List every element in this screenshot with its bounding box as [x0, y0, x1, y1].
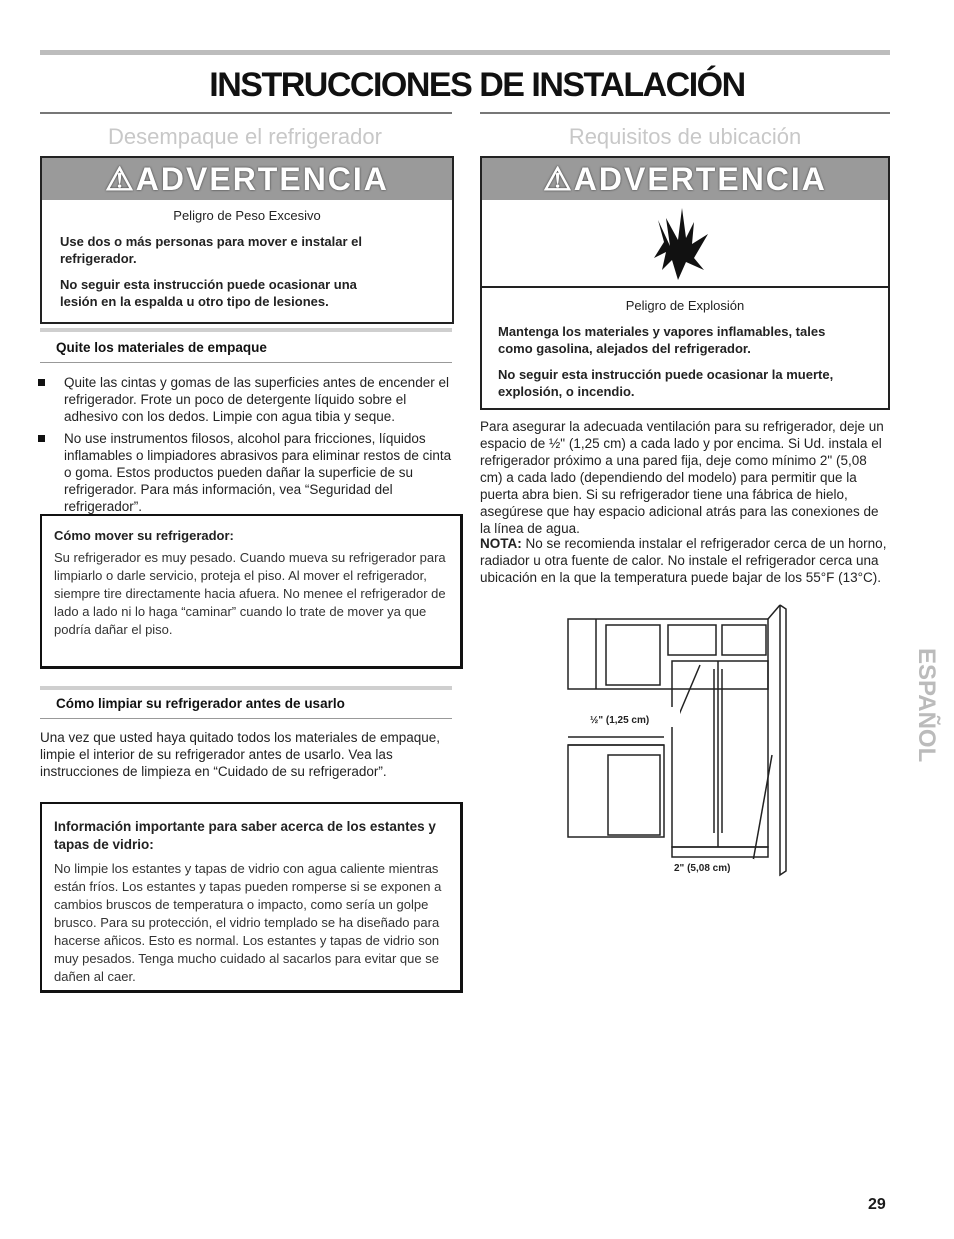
- bullet-square-icon: [38, 379, 45, 386]
- right-section-title: Requisitos de ubicación: [568, 124, 802, 149]
- language-side-tab: [903, 648, 940, 828]
- warning-label: ADVERTENCIA: [573, 161, 827, 197]
- refrigerator-diagram: [568, 605, 800, 875]
- moving-body: Su refrigerador es muy pesado. Cuando mueva su refrigerador para limpiarlo o darle servicio, proteja el piso. Al mover el refrigerador, siempre tire directamente hacia afuera. No menee el refrigerador de lado a lado ni lo haga “caminar” cuando lo trate de mover ya que podría dañar el piso.: [54, 550, 446, 637]
- warning-line1: Use dos o más personas para mover e instalar el refrigerador.: [60, 234, 363, 266]
- bullet-square-icon: [38, 435, 45, 442]
- glass-heading: Información importante para saber acerca de los estantes y tapas de vidrio:: [54, 819, 436, 852]
- svg-text:ESPAÑOL: ESPAÑOL: [913, 648, 940, 763]
- warning-heading: Peligro de Explosión: [625, 298, 745, 313]
- left-header-rule: [40, 112, 452, 114]
- left-section-title: Desempaque el refrigerador: [108, 124, 382, 149]
- warning-band: [42, 158, 452, 200]
- warning-heading: Peligro de Peso Excesivo: [173, 208, 321, 223]
- warning-line2: No seguir esta instrucción puede ocasionar la muerte, explosión, o incendio.: [498, 367, 834, 399]
- glass-shelves-box: [40, 802, 463, 993]
- warning-triangle-icon: ⚠: [105, 161, 136, 197]
- note-paragraph: [480, 535, 892, 586]
- language-tab-text: [903, 648, 940, 828]
- clearance-label-top: ½" (1,25 cm): [590, 715, 650, 726]
- subsection-bar: [40, 328, 452, 332]
- explosion-icon: [482, 200, 888, 286]
- weight-warning-box: [40, 156, 454, 324]
- ventilation-paragraph: Para asegurar la adecuada ventilación para su refrigerador, deje un espacio de ½" (1,25 cm) a cada lado y por encima. Si Ud. instala el refrigerador próximo a una pared fija, deje como mínimo 2" (5,08 cm) a cada lado (dependiendo del modelo) para permitir que la puerta abra bien. Si su refrigerador tiene una fábrica de hielo, asegúrese que hay espacio adicional atrás para las conexiones de la línea de agua.: [480, 419, 884, 536]
- glass-body: No limpie los estantes y tapas de vidrio con agua caliente mientras están fríos. Los estantes y tapas pueden romperse si se exponen a cambios bruscos de temperatura o impacto, como sería un golpe brusco. Para su protección, el vidrio templado se ha diseñado para hacerse añicos. Esto es normal. Los estantes y tapas de vidrio son muy pesados. Tenga mucho cuidado al sacarlos para evitar que se dañen al caer.: [54, 861, 442, 984]
- warning-label: ADVERTENCIA: [135, 161, 389, 197]
- subsection-rule: [40, 362, 452, 363]
- page-number: 29: [868, 1196, 886, 1213]
- warning-triangle-icon: ⚠: [543, 161, 574, 197]
- subsection-title-cleaning: Cómo limpiar su refrigerador antes de usarlo: [56, 696, 345, 711]
- note-text: No se recomienda instalar el refrigerador cerca de un horno, radiador u otra fuente de calor. No instale el refrigerador cerca una ubicación en la que la temperatura puede bajar de los 55°F (13°C).: [480, 536, 887, 585]
- list-item-text: Quite las cintas y gomas de las superficies antes de encender el refrigerador. Frote un poco de detergente líquido sobre el adhesivo con los dedos. Limpie con agua tibia y seque.: [64, 375, 449, 424]
- cleaning-body: Una vez que usted haya quitado todos los materiales de empaque, limpie el interior de su refrigerador antes de usarlo. Vea las instrucciones de limpieza en “Cuidado de su refrigerador”.: [40, 730, 441, 779]
- top-rule: [40, 50, 890, 55]
- subsection-title-packaging: Quite los materiales de empaque: [56, 340, 267, 355]
- moving-info-box: [40, 514, 463, 669]
- list-item-text: No use instrumentos filosos, alcohol para fricciones, líquidos inflamables o limpiadores abrasivos para eliminar restos de cinta o goma. Estos productos pueden dañar la superficie de su refrigerador. Para más información, vea “Seguridad del refrigerador”.: [64, 431, 452, 514]
- explosion-warning-box: [480, 156, 890, 410]
- page-title: INSTRUCCIONES DE INSTALACIÓN: [209, 66, 745, 104]
- warning-line1: Mantenga los materiales y vapores inflamables, tales como gasolina, alejados del refrigerador.: [498, 324, 826, 356]
- clearance-diagram: [568, 605, 800, 875]
- note-label: NOTA:: [480, 536, 522, 551]
- list-item: [64, 430, 452, 515]
- subsection-bar: [40, 686, 452, 690]
- list-item: [64, 374, 452, 425]
- right-header-rule: [480, 112, 890, 114]
- warning-line2: No seguir esta instrucción puede ocasionar una lesión en la espalda u otro tipo de lesiones.: [60, 277, 357, 309]
- moving-heading: Cómo mover su refrigerador:: [54, 528, 234, 543]
- subsection-rule: [40, 718, 452, 719]
- warning-band: [482, 158, 888, 200]
- explosion-symbol-area: [482, 200, 888, 288]
- clearance-label-bottom: 2" (5,08 cm): [674, 863, 731, 874]
